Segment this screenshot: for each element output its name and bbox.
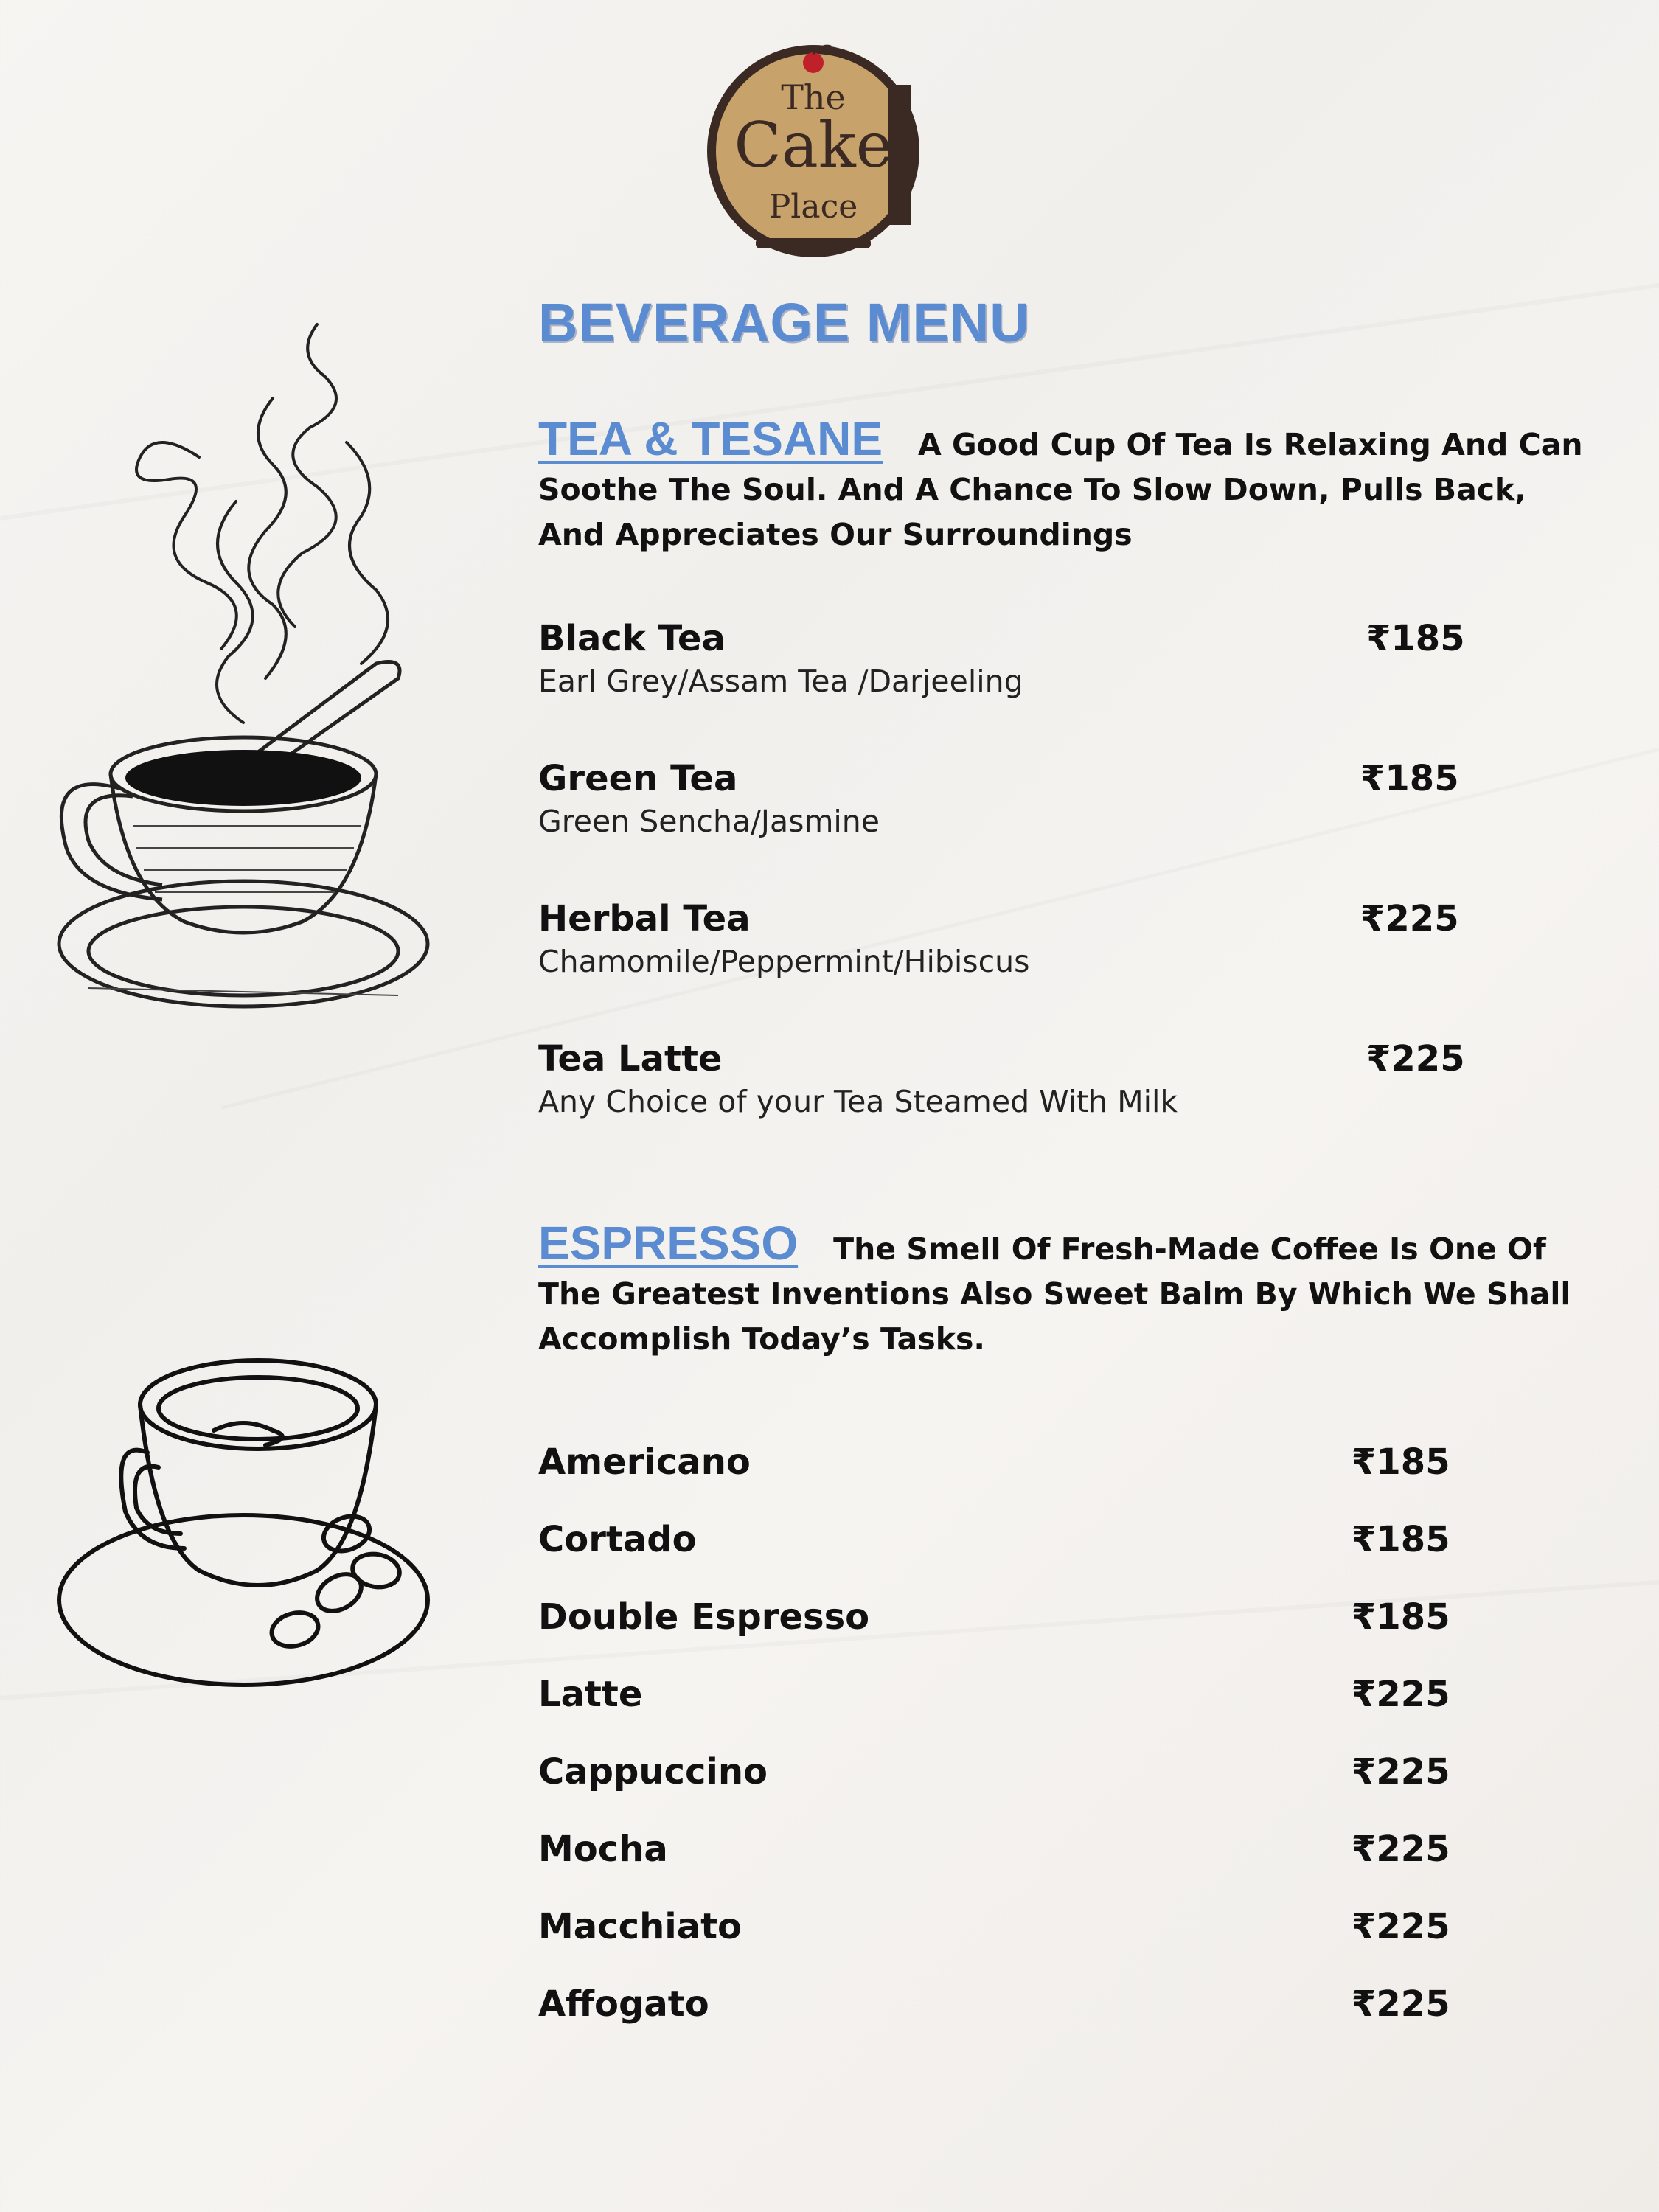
item-name: Latte [538, 1674, 643, 1715]
section-description-espresso: The Smell Of Fresh-Made Coffee Is One Of The Greatest Inventions Also Sweet Balm By Which We Shall Accomplish Today’s Tasks. [538, 1231, 1571, 1357]
item-price: ₹225 [1352, 1751, 1450, 1792]
menu-item-mocha [538, 1829, 1453, 1873]
logo-text-place: Place [768, 188, 858, 226]
item-detail: Earl Grey/Assam Tea /Darjeeling [538, 664, 1023, 699]
item-name: Mocha [538, 1829, 668, 1870]
item-name: Affogato [538, 1983, 709, 2025]
menu-item-cortado [538, 1519, 1453, 1563]
item-name: Americano [538, 1441, 751, 1483]
menu-item-macchiato [538, 1906, 1453, 1950]
item-price: ₹225 [1366, 1038, 1465, 1079]
item-detail: Chamomile/Peppermint/Hibiscus [538, 944, 1030, 979]
item-name: Cortado [538, 1519, 697, 1560]
item-name: Green Tea [538, 758, 738, 799]
item-price: ₹185 [1352, 1519, 1450, 1560]
section-heading-tea: TEA & TESANE [538, 412, 883, 465]
item-price: ₹225 [1352, 1674, 1450, 1715]
item-name: Double Espresso [538, 1596, 870, 1638]
menu-item-affogato [538, 1983, 1453, 2028]
menu-item-black-tea [538, 618, 1465, 699]
section-tea [538, 412, 1600, 557]
steaming-teacup-illustration [52, 310, 465, 1062]
menu-title: BEVERAGE MENU [538, 292, 1030, 353]
item-name: Cappuccino [538, 1751, 768, 1792]
cake-place-logo [704, 41, 922, 259]
coffee-cup-beans-illustration [52, 1349, 450, 1718]
section-espresso-intro [538, 1217, 1593, 1362]
item-price: ₹185 [1352, 1596, 1450, 1638]
menu-item-double-espresso [538, 1596, 1453, 1641]
menu-item-tea-latte [538, 1038, 1465, 1119]
logo-text-the: The [781, 77, 846, 117]
item-price: ₹225 [1352, 1829, 1450, 1870]
menu-item-americano [538, 1441, 1453, 1486]
item-price: ₹225 [1360, 898, 1459, 939]
section-espresso [538, 1217, 1600, 1362]
menu-item-cappuccino [538, 1751, 1453, 1795]
section-tea-intro [538, 412, 1593, 557]
item-price: ₹225 [1352, 1906, 1450, 1947]
section-description-tea: A Good Cup Of Tea Is Relaxing And Can Soothe The Soul. And A Chance To Slow Down, Pulls Back, And Appreciates Our Surroundings [538, 427, 1583, 552]
item-name: Black Tea [538, 618, 726, 659]
item-detail: Green Sencha/Jasmine [538, 804, 880, 839]
item-detail: Any Choice of your Tea Steamed With Milk [538, 1084, 1178, 1119]
menu-item-latte [538, 1674, 1453, 1718]
item-name: Macchiato [538, 1906, 742, 1947]
menu-item-green-tea [538, 758, 1459, 839]
logo-text-cake: Cake [734, 109, 893, 181]
item-price: ₹185 [1360, 758, 1459, 799]
item-price: ₹185 [1366, 618, 1465, 659]
item-name: Herbal Tea [538, 898, 751, 939]
section-heading-espresso: ESPRESSO [538, 1217, 799, 1270]
item-name: Tea Latte [538, 1038, 723, 1079]
menu-item-herbal-tea [538, 898, 1459, 979]
item-price: ₹185 [1352, 1441, 1450, 1483]
item-price: ₹225 [1352, 1983, 1450, 2025]
